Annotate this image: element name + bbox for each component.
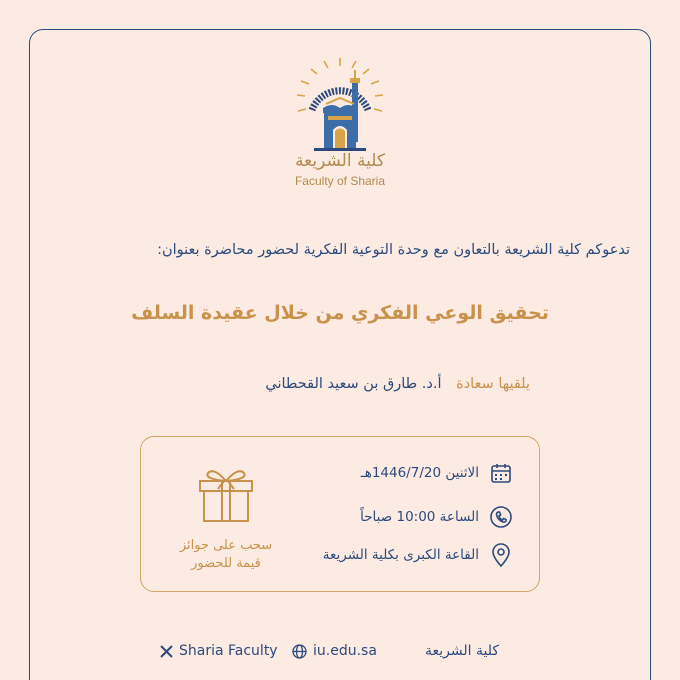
speaker-line — [265, 374, 530, 394]
lecture-title: تحقيق الوعي الفكري من خلال عقيدة السلف — [131, 302, 549, 324]
x-handle-text: Sharia Faculty — [179, 643, 278, 659]
location-pin-icon — [487, 541, 515, 569]
gift-icon — [196, 461, 256, 523]
speaker-label: يلقيها سعادة — [456, 376, 530, 392]
invitation-text: تدعوكم كلية الشريعة بالتعاون مع وحدة التوعية الفكرية لحضور محاضرة بعنوان: — [157, 242, 630, 258]
faculty-name-text: كلية الشريعة — [425, 643, 500, 659]
prize-line-2: قيمة للحضور — [191, 556, 261, 571]
website-text: iu.edu.sa — [313, 643, 377, 659]
event-date: الاثنين 1446/7/20هـ — [360, 465, 479, 481]
globe-icon — [292, 644, 307, 659]
logo-english-name: Faculty of Sharia — [294, 174, 386, 188]
speaker-name: أ.د. طارق بن سعيد القحطاني — [265, 376, 442, 392]
footer-faculty-name — [425, 640, 499, 662]
event-details-box — [140, 436, 540, 592]
calendar-icon — [487, 459, 515, 487]
footer-x-handle[interactable] — [160, 640, 278, 662]
logo-arabic-name: كلية الشريعة — [295, 151, 385, 171]
phone-icon — [487, 503, 515, 531]
event-place: القاعة الكبرى بكلية الشريعة — [322, 547, 479, 563]
place-row — [323, 541, 515, 569]
footer-website[interactable] — [292, 640, 377, 662]
event-time: الساعة 10:00 صباحاً — [360, 509, 479, 525]
time-row — [360, 503, 515, 531]
date-row — [361, 459, 515, 487]
x-logo-icon — [160, 645, 173, 658]
prize-line-1: سحب على جوائز — [179, 538, 273, 553]
prize-text — [171, 537, 281, 573]
faculty-logo — [290, 58, 390, 156]
